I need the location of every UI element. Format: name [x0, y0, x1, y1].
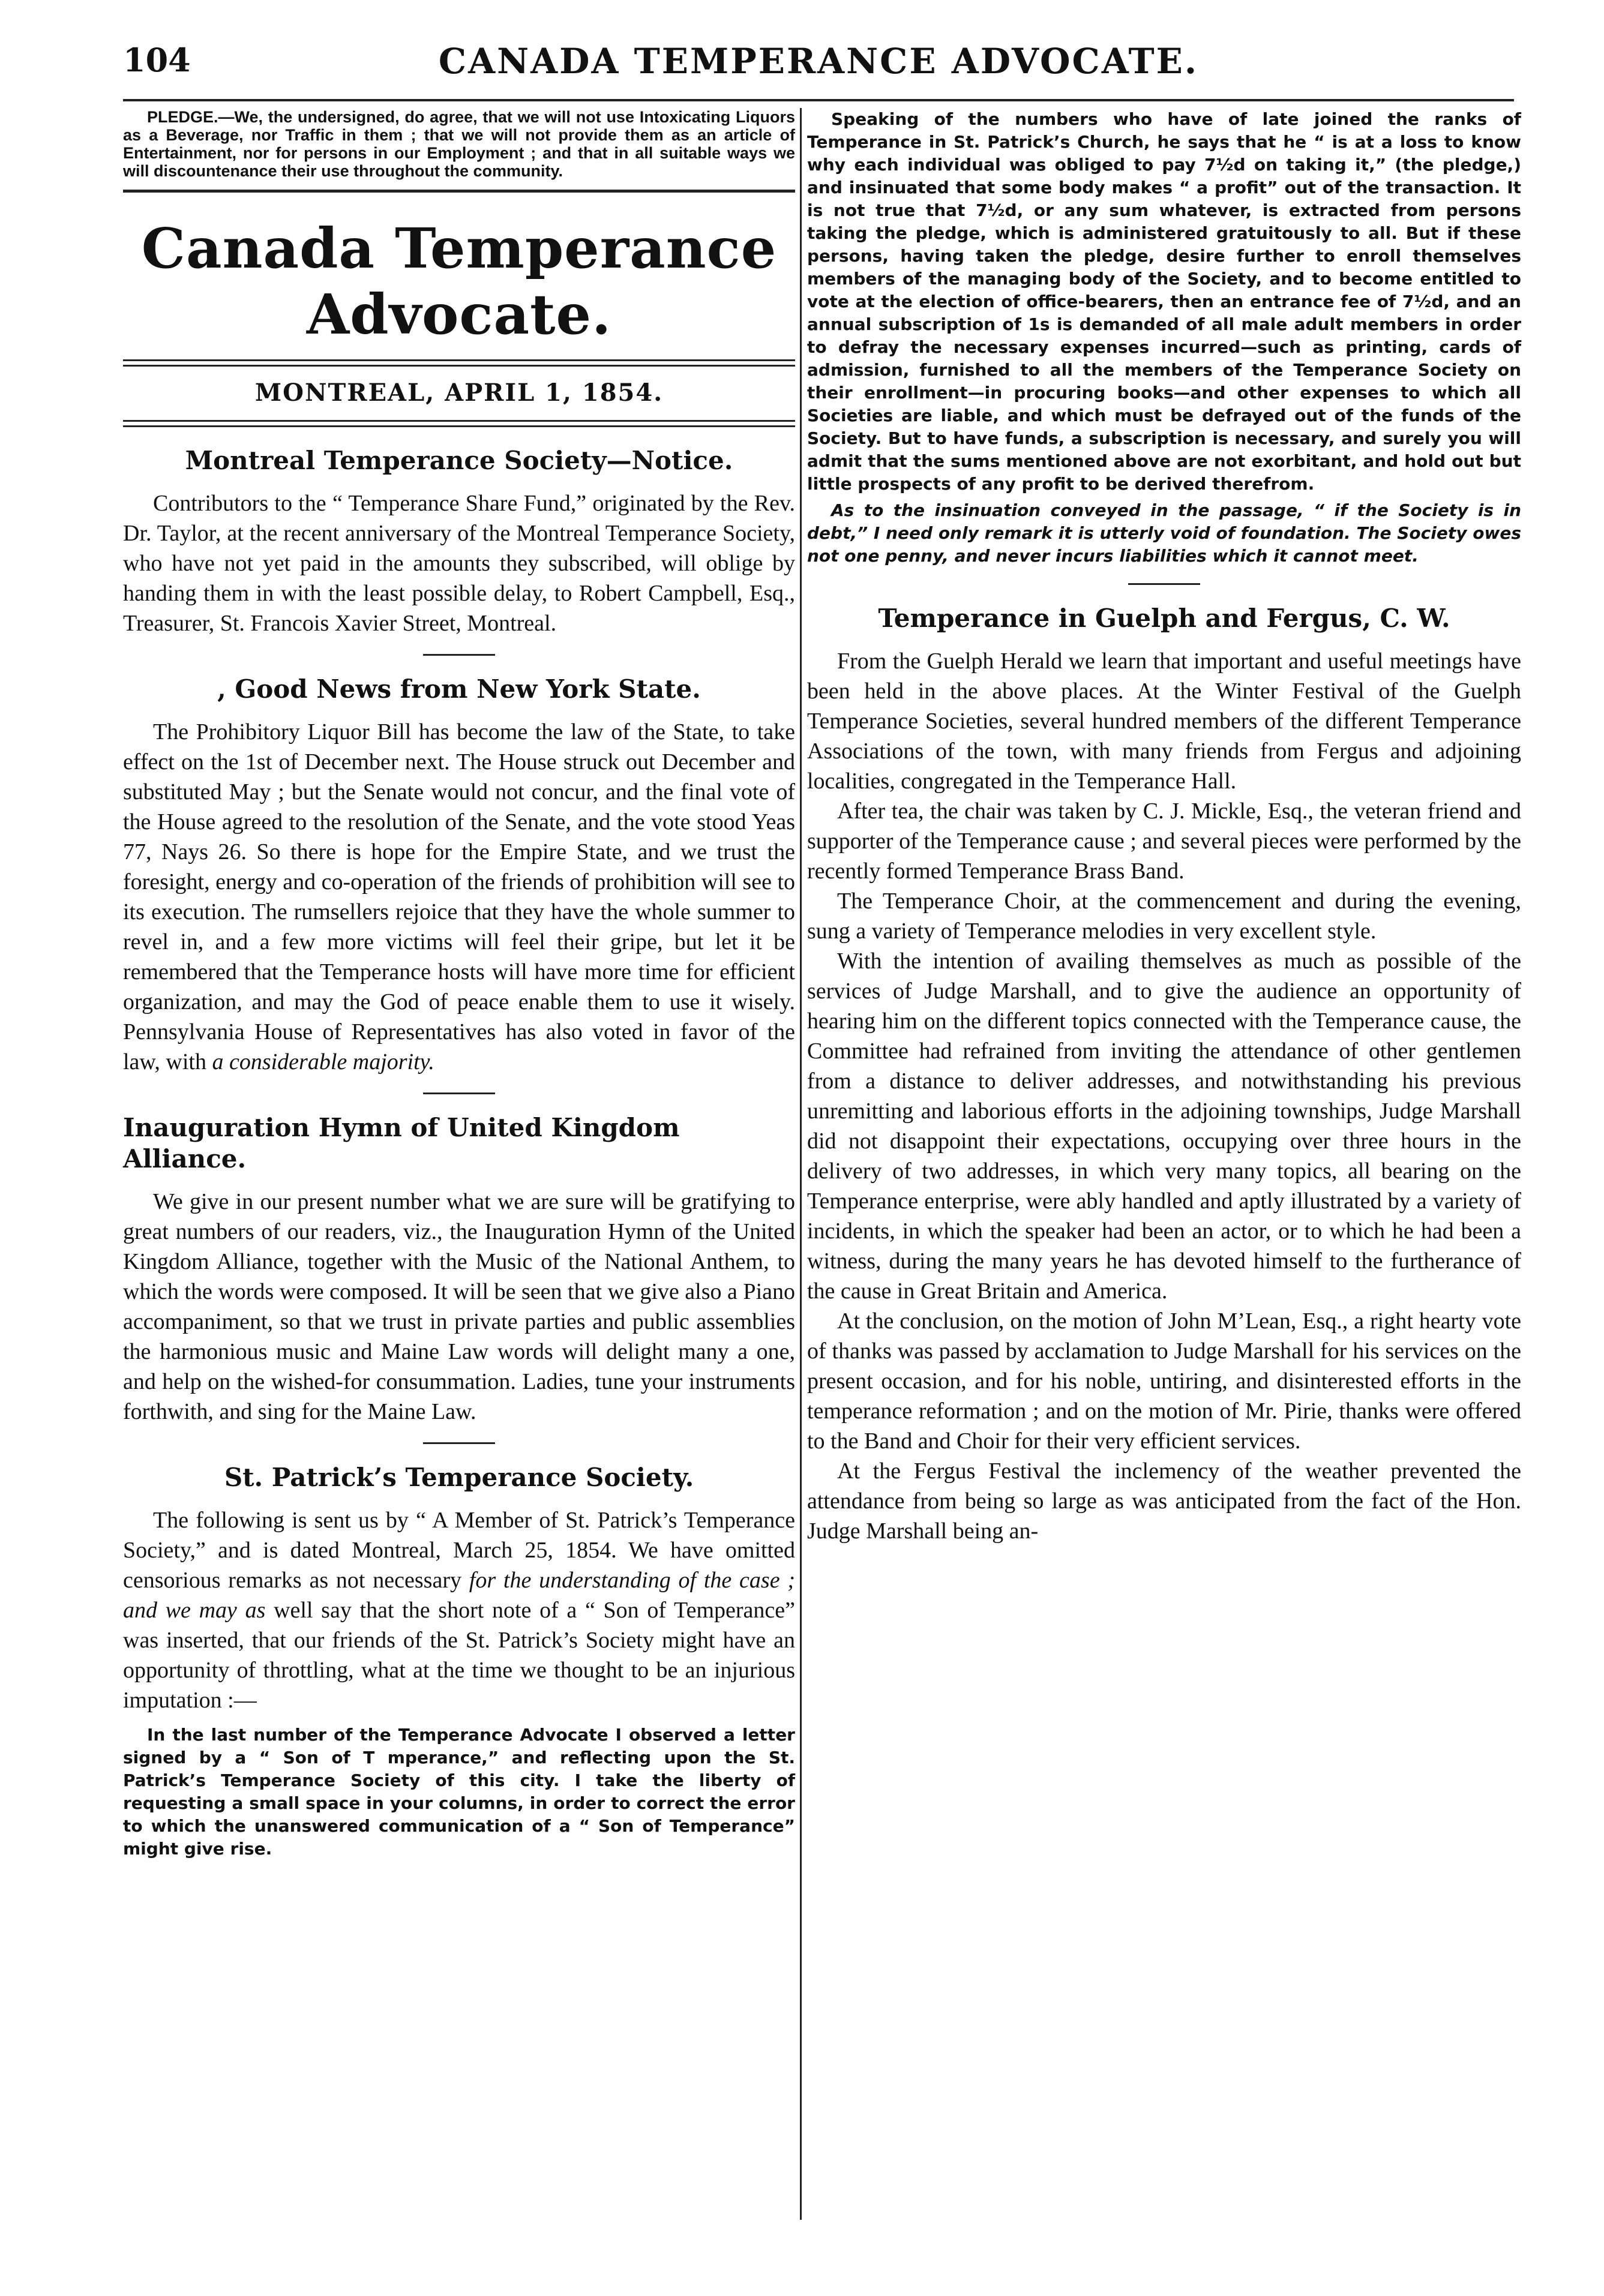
separator	[1128, 583, 1200, 585]
separator	[423, 1093, 495, 1094]
dateline: MONTREAL, APRIL 1, 1854.	[254, 379, 664, 407]
paragraph-italic-end: a considerable majority.	[212, 1049, 434, 1075]
paragraph: From the Guelph Herald we learn that important and useful meetings have been held in the above places. At the Winter Festival of the Guelph Temperance Societies, several hundred members of the different Temperance Associations of the town, with many friends from Fergus and adjoining localities, congregated in the Temperance Hall.	[807, 649, 1521, 794]
header-rule	[123, 99, 1514, 101]
paragraph	[123, 1505, 795, 1715]
running-title: CANADA TEMPERANCE ADVOCATE.	[438, 41, 1199, 82]
paragraph: At the Fergus Festival the inclemency of the weather prevented the attendance from being so large as was anticipated from the fact of the Hon. Judge Marshall being an-	[807, 1458, 1521, 1544]
paragraph: At the conclusion, on the motion of John M’Lean, Esq., a right hearty vote of thanks was passed by acclamation to Judge Marshall for his services on the present occasion, and for his noble, untiring, and disinterested efforts in the temperance reformation ; and on the motion of Mr. Pirie, thanks were offered to the Band and Choir for their very efficient services.	[807, 1308, 1521, 1454]
paragraph-text-end: well say that the short note of a “ Son of Temperance” was inserted, that our friends of the St. Patrick’s Society might have an opportunity of throttling, what at the time we thought to be an injurious imputation :—	[123, 1598, 795, 1713]
right-column	[807, 108, 1521, 1546]
page-header	[123, 41, 1514, 95]
pledge-text: PLEDGE.—We, the undersigned, do agree, that we will not use Intoxicating Liquors as a Beverage, nor Traffic in them ; that we will not provide them as an article of Entertainment, nor for persons in our Employment ; and that in all suitable ways we will discountenance their use throughout the community.	[123, 108, 795, 180]
paragraph: After tea, the chair was taken by C. J. Mickle, Esq., the veteran friend and supporter of the Temperance cause ; and several pieces were performed by the recently formed Temperance Brass Band.	[807, 799, 1521, 884]
masthead-rule	[123, 359, 795, 367]
letter-continued: Speaking of the numbers who have of late joined the ranks of Temperance in St. Patrick’s Church, he says that he “ is at a loss to know why each individual was obliged to pay 7½d on taking it,” (the pledge,) and insinuated that some body makes “ a profit” out of the transaction. It is not true that 7½d, or any sum whatever, is extracted from persons taking the pledge, which is administered gratuitously to all. But if these persons, having taken the pledge, desire further to enroll themselves members of the managing body of the Society, and to become entitled to vote at the election of office-bearers, then an entrance fee of 7½d, and an annual subscription of 1s is demanded of all male adult members in order to defray the necessary expenses incurred—such as printing, cards of admission, furnished to all the members of the Temperance Society on their enrollment—in procuring books—and other expenses to which all Societies are liable, and which must be defrayed out of the funds of the Society. But to have funds, a subscription is necessary, and surely you will admit that the sums mentioned above are not exorbitant, and hold out but little prospects of any profit to be derived therefrom.	[807, 109, 1521, 494]
dateline-rule	[123, 420, 795, 427]
section-title-guelph-fergus: Temperance in Guelph and Fergus, C. W.	[878, 604, 1450, 633]
paragraph: Contributors to the “ Temperance Share Fund,” originated by the Rev. Dr. Taylor, at the recent anniversary of the Montreal Temperance Society, who have not yet paid in the amounts they subscribed, will oblige by handing them in with the least possible delay, to Robert Campbell, Esq., Treasurer, St. Francois Xavier Street, Montreal.	[123, 491, 795, 636]
section-title-inauguration-hymn: Inauguration Hymn of United Kingdom Alliance.	[123, 1113, 680, 1173]
paragraph-italic: for the understanding of the case ; and we may as	[123, 1568, 796, 1623]
letter-continued-italic: As to the insinuation conveyed in the passage, “ if the Society is in debt,” I need only remark it is utterly void of foundation. The Society owes not one penny, and never incurs liabilities which it cannot meet.	[807, 500, 1521, 566]
paragraph: We give in our present number what we are sure will be gratifying to great numbers of our readers, viz., the Inauguration Hymn of the United Kingdom Alliance, together with the Music of the National Anthem, to which the words were composed. It will be seen that we give also a Piano accompaniment, so that we trust in private parties and public assemblies the harmonious music and Maine Law words will delight many a one, and help on the wished-for consummation. Ladies, tune your instruments forthwith, and sing for the Maine Law.	[123, 1189, 795, 1424]
left-column	[123, 108, 795, 1860]
column-divider	[800, 108, 802, 2220]
paragraph-text: The Prohibitory Liquor Bill has become the law of the State, to take effect on the 1st of December next. The House struck out December and substituted May ; but the Senate would not concur, and the final vote of the House agreed to the resolution of the Senate, and the vote stood Yeas 77, Nays 26. So there is hope for the Empire State, and we trust the foresight, energy and co-operation of the friends of prohibition will see to its execution. The rumsellers rejoice that they have the whole summer to revel in, and a few more victims will feel their gripe, but let it be remembered that the Temperance hosts will have more time for efficient organization, and may the God of peace enable them to use it wisely. Pennsylvania House of Representatives has also voted in favor of the law, with	[123, 719, 795, 1075]
page-number: 104	[123, 41, 191, 79]
section-title-good-news: , Good News from New York State.	[217, 674, 701, 704]
paragraph: With the intention of availing themselves as much as possible of the services of Judge Marshall, and to give the audience an opportunity of hearing him on the different topics connected with the Temperance cause, the Committee had refrained from inviting the attendance of other gentlemen from a distance to deliver addresses, and notwithstanding his previous unremitting and laborious efforts in the adjoining townships, Judge Marshall did not disappoint their expectations, occupying over three hours in the delivery of two addresses, in which very many topics, all bearing on the Temperance enterprise, were ably handled and aptly illustrated by a variety of incidents, in which the speaker had been an actor, or to which he had been a witness, during the many years he has devoted himself to the furtherance of the cause in Great Britain and America.	[807, 949, 1521, 1304]
letter-excerpt: In the last number of the Temperance Advocate I observed a letter signed by a “ Son of T mperance,” and reflecting upon the St. Patrick’s Temperance Society of this city. I take the liberty of requesting a small space in your columns, in order to correct the error to which the unanswered communication of a “ Son of Temperance” might give rise.	[123, 1725, 795, 1859]
separator	[423, 654, 495, 656]
paragraph	[123, 717, 795, 1077]
pledge-rule	[123, 190, 795, 193]
paragraph-text: The following is sent us by “ A Member of St. Patrick’s Temperance Society,” and is dated Montreal, March 25, 1854. We have omitted censorious remarks as not necessary	[123, 1508, 795, 1593]
masthead-title: Canada Temperance Advocate.	[141, 216, 777, 347]
separator	[423, 1442, 495, 1444]
paragraph: The Temperance Choir, at the commencement and during the evening, sung a variety of Temperance melodies in very excellent style.	[807, 889, 1521, 944]
section-title-st-patricks: St. Patrick’s Temperance Society.	[224, 1463, 694, 1492]
section-title-montreal-notice: Montreal Temperance Society—Notice.	[185, 446, 733, 475]
